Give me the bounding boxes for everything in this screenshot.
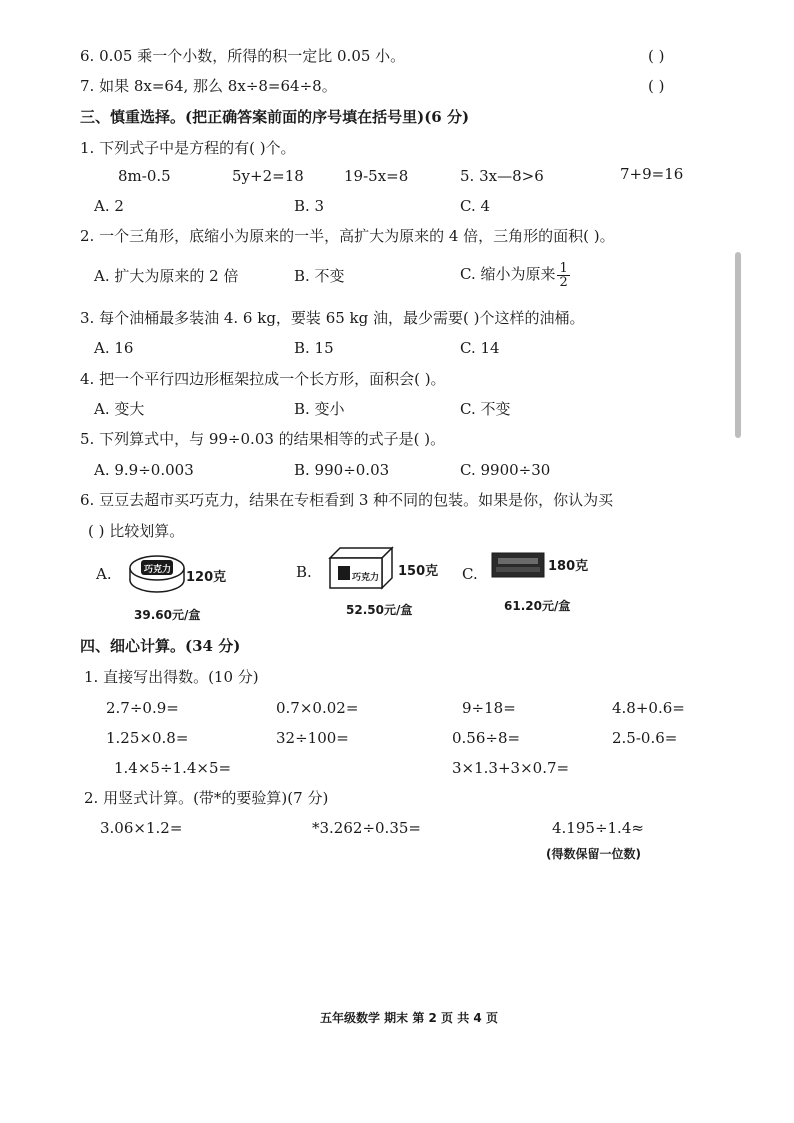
q1-expression: 5. 3x—8>6 [460,167,544,185]
choice-question-3: 3. 每个油桶最多装油 4. 6 kg，要装 65 kg 油，最少需要( )个这样的油桶。 [80,309,585,327]
package-a-label[interactable]: A. [96,565,112,583]
q1-expression: 8m-0.5 [118,167,171,185]
q3-option-c[interactable]: C. 14 [460,339,500,357]
q1-option-c[interactable]: C. 4 [460,197,491,215]
q2-option-a[interactable]: A. 扩大为原来的 2 倍 [94,267,239,285]
package-b-brand: 巧克力 [352,573,380,583]
judge-item-6: 6. 0.05 乘一个小数，所得的积一定比 0.05 小。 [80,47,406,65]
calc-item[interactable]: 2.7÷0.9= [106,699,179,717]
choice-question-1: 1. 下列式子中是方程的有( )个。 [80,139,296,157]
q4-option-a[interactable]: A. 变大 [94,400,145,418]
package-c-price: 61.20元/盒 [504,599,571,613]
calc-item[interactable]: 4.8+0.6= [612,699,685,717]
q1-expression: 19-5x=8 [344,167,409,185]
q3-option-b[interactable]: B. 15 [294,339,334,357]
section-4-heading: 四、细心计算。(34 分) [80,637,241,655]
page-footer: 五年级数学 期末 第 2 页 共 4 页 [320,1011,498,1025]
q1-expression: 5y+2=18 [232,167,304,185]
package-b-weight: 150克 [398,564,439,579]
q5-option-b[interactable]: B. 990÷0.03 [294,461,390,479]
calc-item[interactable]: 0.56÷8= [452,729,521,747]
rounding-note: (得数保留一位数) [546,847,641,861]
choice-question-5: 5. 下列算式中，与 99÷0.03 的结果相等的式子是( )。 [80,430,446,448]
judge-item-7: 7. 如果 8x=64, 那么 8x÷8=64÷8。 [80,77,337,95]
q2-option-b[interactable]: B. 不变 [294,267,345,285]
choice-question-6-cont: ( ) 比较划算。 [88,522,185,540]
choice-question-4: 4. 把一个平行四边形框架拉成一个长方形，面积会( )。 [80,370,446,388]
choice-question-6: 6. 豆豆去超市买巧克力，结果在专柜看到 3 种不同的包装。如果是你，你认为买 [80,491,614,509]
q1-expression: 7+9=16 [620,165,684,183]
package-b-price: 52.50元/盒 [346,603,413,617]
q4-option-b[interactable]: B. 变小 [294,400,345,418]
calc-item[interactable]: 1.25×0.8= [106,729,189,747]
package-a-brand: 巧克力 [144,565,172,575]
package-c-weight: 180克 [548,559,589,574]
package-c-label[interactable]: C. [462,565,478,583]
q5-option-c[interactable]: C. 9900÷30 [460,461,551,479]
vertical-calc-item[interactable]: 3.06×1.2= [100,819,183,837]
vertical-calc-item[interactable]: 4.195÷1.4≈ [552,819,644,837]
vertical-calc-item[interactable]: *3.262÷0.35= [312,819,421,837]
answer-paren-6[interactable]: ( ) [648,47,665,65]
q4-option-c[interactable]: C. 不变 [460,400,511,418]
calc-item[interactable]: 9÷18= [462,699,516,717]
calc-part-2-heading: 2. 用竖式计算。(带*的要验算)(7 分) [84,789,329,807]
fraction-one-half [557,262,569,289]
answer-paren-7[interactable]: ( ) [648,77,665,95]
q5-option-a[interactable]: A. 9.9÷0.003 [94,461,194,479]
calc-item[interactable]: 1.4×5÷1.4×5= [114,759,232,777]
q1-option-a[interactable]: A. 2 [94,197,124,215]
calc-item[interactable]: 3×1.3+3×0.7= [452,759,570,777]
scrollbar[interactable] [735,252,741,438]
package-a-price: 39.60元/盒 [134,608,201,622]
q3-option-a[interactable]: A. 16 [94,339,134,357]
chocolate-bar-icon [490,550,546,580]
calc-item[interactable]: 0.7×0.02= [276,699,359,717]
package-b-label[interactable]: B. [296,563,312,581]
calc-item[interactable]: 2.5-0.6= [612,729,678,747]
package-a-weight: 120克 [186,570,227,585]
calc-part-1-heading: 1. 直接写出得数。(10 分) [84,668,259,686]
choice-question-2: 2. 一个三角形，底缩小为原来的一半，高扩大为原来的 4 倍，三角形的面积( )。 [80,227,615,245]
fraction-numerator: 1 [559,260,568,276]
fraction-denominator: 2 [559,274,568,290]
calc-item[interactable]: 32÷100= [276,729,349,747]
q2-option-c-text: C. 缩小为原来 [460,265,556,283]
q1-option-b[interactable]: B. 3 [294,197,325,215]
q2-option-c[interactable] [460,260,570,289]
section-3-heading: 三、慎重选择。(把正确答案前面的序号填在括号里)(6 分) [80,108,470,126]
